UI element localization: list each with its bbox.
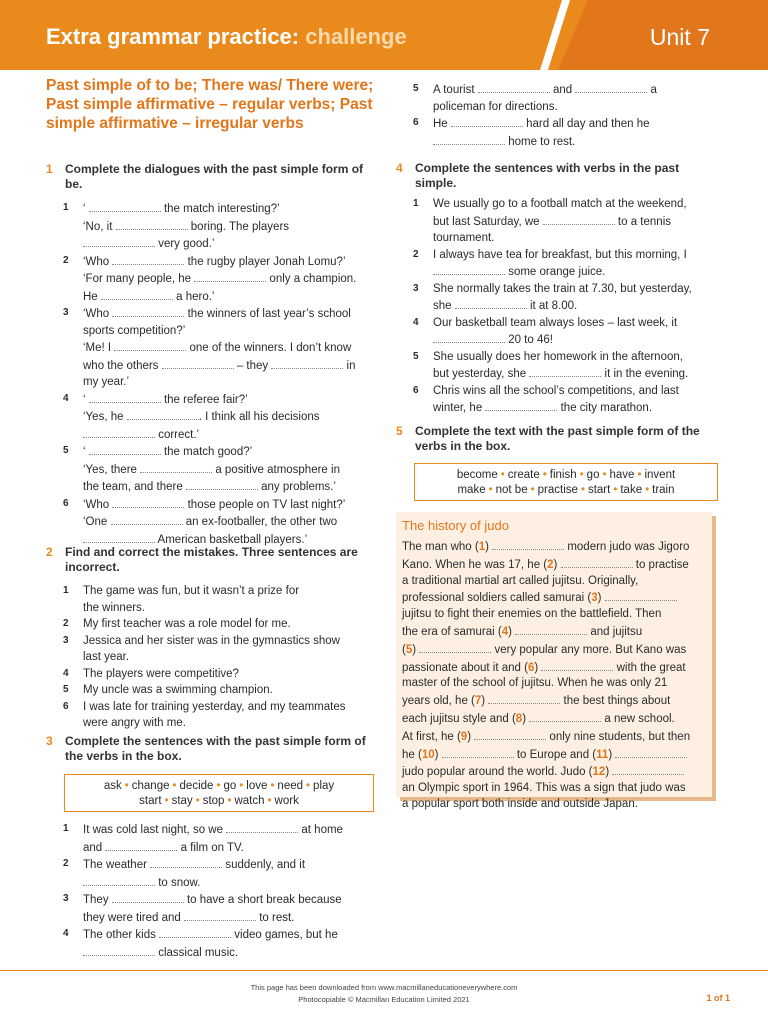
box-verb: invent (644, 469, 676, 481)
instruction-text: Complete the text with the past simple form of the verbs in the box. (415, 424, 700, 453)
page-footer (0, 970, 768, 1025)
item-line: 20 to 46! (433, 331, 708, 349)
item-line: My first teacher was a role model for me. (83, 618, 291, 630)
box-verb: decide (179, 780, 214, 792)
item-number: 4 (413, 316, 419, 328)
separator-dot: • (542, 469, 547, 481)
answer-blank[interactable] (433, 331, 505, 343)
item-number: 6 (413, 117, 419, 128)
box-verb: stay (171, 795, 193, 807)
answer-blank[interactable] (114, 339, 186, 351)
box-verb: ask (103, 780, 122, 792)
separator-dot: • (500, 469, 505, 481)
separator-dot: • (164, 795, 169, 807)
item-number: 5 (63, 684, 69, 695)
answer-blank[interactable] (442, 746, 514, 758)
item-line: I always have tea for breakfast, but this morning, I (433, 248, 687, 261)
item-line: she it at 8.00. (433, 297, 708, 315)
item-number: 4 (63, 392, 69, 404)
box-verb: need (277, 780, 304, 792)
separator-dot: • (637, 469, 642, 481)
item-line: ‘ the referee fair?’ (83, 391, 378, 409)
item-line: ‘Who the rugby player Jonah Lomu?’ (83, 253, 378, 271)
exercise-4-items (396, 196, 708, 417)
judo-title: The history of judo (402, 518, 509, 533)
box-verb: love (246, 780, 268, 792)
instruction-text: Find and correct the mistakes. Three sentences are incorrect. (65, 545, 358, 574)
item-line: they were tired and to rest. (83, 909, 378, 927)
exercise-item (396, 383, 708, 417)
item-number: 1 (63, 823, 69, 834)
box-verb: stop (202, 795, 225, 807)
answer-blank[interactable] (529, 365, 601, 377)
gap-number: 9 (460, 730, 468, 743)
exercise-4-instruction (396, 161, 708, 191)
answer-blank[interactable] (89, 200, 161, 212)
answer-blank[interactable] (116, 218, 188, 230)
item-line: She usually does her homework in the afternoon, (433, 350, 683, 363)
judo-body (402, 538, 708, 813)
exercise-2 (46, 545, 378, 732)
item-number: 5 (413, 83, 419, 94)
item-line: He hard all day and then he (433, 115, 708, 133)
exercise-1 (46, 162, 378, 548)
item-line: Jessica and her sister was in the gymnastics show (83, 634, 340, 647)
item-number: 2 (63, 254, 69, 266)
item-line: ‘Who those people on TV last night?’ (83, 496, 378, 514)
separator-dot: • (227, 795, 232, 807)
answer-blank[interactable] (488, 692, 560, 704)
page-header (0, 0, 768, 70)
item-line: the team, and there any problems.’ (83, 478, 378, 496)
answer-blank[interactable] (83, 426, 155, 438)
answer-blank[interactable] (83, 944, 155, 956)
item-line: winter, he the city marathon. (433, 399, 708, 417)
item-line: American basketball players.’ (83, 531, 378, 549)
exercise-2-items (46, 583, 378, 732)
item-number: 1 (63, 585, 69, 596)
answer-blank[interactable] (605, 589, 677, 601)
judo-line: (5) very popular any more. But Kano was (402, 641, 708, 659)
item-line: the winners. (83, 601, 146, 614)
item-line: Chris wins all the school’s competitions, and last (433, 384, 679, 397)
separator-dot: • (124, 780, 129, 792)
answer-blank[interactable] (529, 710, 601, 722)
answer-blank[interactable] (83, 874, 155, 886)
answer-blank[interactable] (101, 288, 173, 300)
answer-blank[interactable] (89, 391, 161, 403)
separator-dot: • (580, 484, 585, 496)
judo-text-box (396, 512, 712, 810)
exercise-3-continued (396, 81, 708, 150)
exercise-number: 1 (46, 162, 53, 176)
judo-line: each jujitsu style and (8) a new school. (402, 710, 708, 728)
exercise-1-items (46, 200, 378, 548)
exercise-item (46, 666, 378, 683)
judo-line: judo popular around the world. Judo (12) (402, 763, 708, 781)
item-line: She normally takes the train at 7.30, but yesterday, (433, 282, 692, 295)
judo-line: he (10) to Europe and (11) (402, 746, 708, 764)
box-verb: have (609, 469, 635, 481)
exercise-item (396, 281, 708, 315)
answer-blank[interactable] (271, 357, 343, 369)
judo-line: a popular sport both inside and outside Japan. (402, 797, 638, 810)
item-number: 4 (63, 928, 69, 939)
judo-line: The man who (1) modern judo was Jigoro (402, 538, 708, 556)
item-line: I was late for training yesterday, and my teammates (83, 700, 346, 713)
exercise-item (46, 391, 378, 444)
exercise-3 (46, 734, 378, 764)
page-number: 1 of 1 (706, 993, 730, 1003)
item-line: home to rest. (433, 133, 708, 151)
separator-dot: • (306, 780, 311, 792)
answer-blank[interactable] (194, 270, 266, 282)
answer-blank[interactable] (543, 213, 615, 225)
exercise-item (396, 196, 708, 247)
exercise-item (396, 349, 708, 383)
answer-blank[interactable] (541, 659, 613, 671)
section-title: Past simple of to be; There was/ There were; Past simple affirmative – regular verbs; Past simple affirmative – irregular verbs (46, 77, 374, 132)
item-line: ‘One an ex-footballer, the other two (83, 513, 378, 531)
separator-dot: • (270, 780, 275, 792)
box-verb: not be (495, 484, 528, 496)
answer-blank[interactable] (112, 891, 184, 903)
exercise-item (46, 200, 378, 253)
item-line: ‘ the match good?’ (83, 443, 378, 461)
item-line: my year.’ (83, 376, 130, 388)
answer-blank[interactable] (111, 513, 183, 525)
exercise-item (46, 699, 378, 732)
exercise-item (46, 821, 378, 856)
item-line: We usually go to a football match at the weekend, (433, 198, 687, 210)
gap-number: 2 (547, 558, 554, 571)
gap-number: 8 (515, 712, 523, 725)
footer-download-note: This page has been downloaded from www.macmillaneducationeverywhere.com (250, 983, 518, 992)
separator-dot: • (239, 780, 244, 792)
item-number: 3 (63, 634, 69, 646)
answer-blank[interactable] (575, 81, 647, 93)
item-line: classical music. (83, 944, 378, 962)
answer-blank[interactable] (89, 443, 161, 455)
answer-blank[interactable] (150, 856, 222, 868)
item-line: were angry with me. (83, 717, 186, 729)
exercise-4 (396, 161, 708, 417)
exercise-item (46, 856, 378, 891)
answer-blank[interactable] (83, 531, 155, 543)
item-number: 5 (63, 445, 69, 456)
instruction-text: Complete the sentences with verbs in the past simple. (415, 161, 680, 190)
box-verb: start (139, 795, 162, 807)
gap-number: 6 (527, 661, 535, 674)
answer-blank[interactable] (105, 839, 177, 851)
exercise-item (396, 315, 708, 349)
item-line: Our basketball team always loses – last week, it (433, 316, 678, 329)
item-line: They to have a short break because (83, 891, 378, 909)
item-line: tournament. (433, 232, 495, 244)
answer-blank[interactable] (159, 926, 231, 938)
item-line: It was cold last night, so we at home (83, 821, 378, 839)
item-line: last year. (83, 651, 130, 663)
item-number: 5 (413, 350, 419, 362)
separator-dot: • (267, 795, 272, 807)
exercise-item (396, 81, 708, 115)
item-number: 6 (63, 700, 69, 712)
exercise-3-items (46, 821, 378, 961)
item-line: A tourist and a (433, 81, 708, 99)
verb-box-3 (64, 774, 374, 812)
gap-number: 12 (592, 766, 606, 779)
judo-line: years old, he (7) the best things about (402, 692, 708, 710)
exercise-item (46, 682, 378, 699)
item-line: correct.’ (83, 426, 378, 444)
instruction-text: Complete the dialogues with the past simple form of be. (65, 162, 364, 191)
box-verb: play (313, 780, 335, 792)
item-line: ‘No, it boring. The players (83, 218, 378, 236)
judo-line: professional soldiers called samurai (3) (402, 589, 708, 607)
item-line: ‘Who the winners of last year’s school (83, 305, 378, 323)
box-verb: go (223, 780, 237, 792)
gap-number: 1 (478, 541, 486, 553)
box-verb: change (131, 780, 170, 792)
separator-dot: • (602, 469, 607, 481)
item-number: 2 (63, 618, 69, 629)
answer-blank[interactable] (112, 253, 184, 265)
item-line: ‘Yes, he . I think all his decisions (83, 408, 378, 426)
item-line: The other kids video games, but he (83, 926, 378, 944)
exercise-item (46, 926, 378, 961)
item-line: and a film on TV. (83, 839, 378, 857)
footer-copyright: Photocopiable © Macmillan Education Limited 2021 (298, 995, 470, 1004)
gap-number: 7 (474, 695, 482, 708)
item-line: My uncle was a swimming champion. (83, 684, 273, 696)
item-number: 1 (413, 198, 419, 209)
gap-number: 4 (501, 625, 509, 638)
box-verb: become (456, 469, 498, 481)
exercise-item (396, 115, 708, 150)
answer-blank[interactable] (433, 133, 505, 145)
instruction-text: Complete the sentences with the past simple form of the verbs in the box. (65, 734, 366, 763)
answer-blank[interactable] (127, 408, 199, 420)
judo-line: passionate about it and (6) with the great (402, 659, 708, 677)
judo-line: jujitsu to fight their enemies on the battlefield. Then (402, 608, 662, 621)
item-line: ‘ the match interesting?’ (83, 200, 378, 218)
box-verb: start (587, 484, 611, 496)
item-line: very good.’ (83, 235, 378, 253)
exercise-number: 5 (396, 424, 403, 438)
exercise-item (46, 496, 378, 549)
exercise-5-instruction (396, 424, 708, 454)
item-number: 4 (63, 667, 69, 679)
answer-blank[interactable] (83, 235, 155, 247)
item-line: ‘For many people, he only a champion. (83, 270, 378, 288)
answer-blank[interactable] (419, 641, 491, 653)
item-line: He a hero.’ (83, 288, 378, 306)
item-number: 6 (63, 497, 69, 509)
item-line: but yesterday, she it in the evening. (433, 365, 708, 383)
item-number: 2 (63, 858, 69, 869)
item-line: sports competition?’ (83, 324, 186, 337)
box-verb: take (620, 484, 643, 496)
exercise-3-instruction (46, 734, 378, 764)
page-title (46, 24, 407, 50)
exercise-item (46, 305, 378, 391)
separator-dot: • (530, 484, 535, 496)
exercise-item (46, 583, 378, 616)
judo-line: master of the school of jujitsu. When he was only 21 (402, 677, 668, 690)
judo-line: the era of samurai (4) and jujitsu (402, 623, 708, 641)
exercise-item (396, 247, 708, 281)
answer-blank[interactable] (112, 496, 184, 508)
answer-blank[interactable] (140, 461, 212, 473)
item-line: The game was fun, but it wasn’t a prize for (83, 585, 300, 597)
answer-blank[interactable] (186, 478, 258, 490)
item-line: ‘Me! I one of the winners. I don’t know (83, 339, 378, 357)
exercise-3-items-wrap (46, 821, 378, 961)
box-verb: go (586, 469, 600, 481)
separator-dot: • (216, 780, 221, 792)
answer-blank[interactable] (455, 297, 527, 309)
exercise-item (46, 633, 378, 666)
title-accent: challenge (305, 24, 407, 49)
judo-line: At first, he (9) only nine students, but then (402, 728, 708, 746)
item-number: 2 (413, 248, 419, 260)
item-line: to snow. (83, 874, 378, 892)
item-line: some orange juice. (433, 263, 708, 281)
exercise-1-instruction (46, 162, 378, 192)
exercise-item (46, 253, 378, 306)
answer-blank[interactable] (478, 81, 550, 93)
item-line: ‘Yes, there a positive atmosphere in (83, 461, 378, 479)
title-main: Extra grammar practice: (46, 24, 300, 49)
box-verb: work (274, 795, 299, 807)
exercise-number: 2 (46, 545, 53, 559)
answer-blank[interactable] (561, 556, 633, 568)
gap-number: 10 (421, 748, 435, 761)
item-number: 6 (413, 384, 419, 396)
answer-blank[interactable] (162, 357, 234, 369)
item-line: who the others – they in (83, 357, 378, 375)
item-line: but last Saturday, we to a tennis (433, 213, 708, 231)
gap-number: 11 (596, 748, 609, 761)
verb-box-5 (414, 463, 718, 501)
unit-label: Unit 7 (649, 24, 710, 50)
exercise-2-instruction (46, 545, 378, 575)
exercise-item (46, 443, 378, 496)
separator-dot: • (579, 469, 584, 481)
exercise-5 (396, 424, 708, 454)
answer-blank[interactable] (485, 399, 557, 411)
judo-line: an Olympic sport in 1964. This was a sign that judo was (402, 782, 686, 795)
separator-dot: • (195, 795, 200, 807)
exercise-number: 4 (396, 161, 403, 175)
separator-dot: • (613, 484, 618, 496)
answer-blank[interactable] (492, 538, 564, 550)
answer-blank[interactable] (612, 763, 684, 775)
box-verb: train (652, 484, 675, 496)
item-number: 1 (63, 202, 69, 213)
separator-dot: • (172, 780, 177, 792)
box-verb: practise (537, 484, 578, 496)
judo-line: Kano. When he was 17, he (2) to practise (402, 556, 708, 574)
judo-line: a traditional martial art called jujitsu. Originally, (402, 574, 639, 587)
item-line: The weather suddenly, and it (83, 856, 378, 874)
answer-blank[interactable] (226, 821, 298, 833)
box-verb: create (507, 469, 540, 481)
answer-blank[interactable] (451, 115, 523, 127)
item-number: 3 (413, 282, 419, 294)
exercise-3-items-continued (396, 81, 708, 150)
answer-blank[interactable] (515, 623, 587, 635)
exercise-item (46, 616, 378, 633)
exercise-item (46, 891, 378, 926)
gap-number: 3 (591, 592, 598, 605)
answer-blank[interactable] (433, 263, 505, 275)
answer-blank[interactable] (474, 728, 546, 740)
separator-dot: • (488, 484, 493, 496)
separator-dot: • (645, 484, 650, 496)
answer-blank[interactable] (112, 305, 184, 317)
item-number: 3 (63, 307, 69, 318)
box-verb: make (457, 484, 486, 496)
box-verb: finish (549, 469, 577, 481)
item-number: 3 (63, 893, 69, 904)
gap-number: 5 (405, 643, 413, 656)
answer-blank[interactable] (184, 909, 256, 921)
item-line: policeman for directions. (433, 100, 558, 113)
answer-blank[interactable] (615, 746, 687, 758)
exercise-number: 3 (46, 734, 53, 748)
box-verb: watch (234, 795, 265, 807)
item-line: The players were competitive? (83, 667, 239, 680)
